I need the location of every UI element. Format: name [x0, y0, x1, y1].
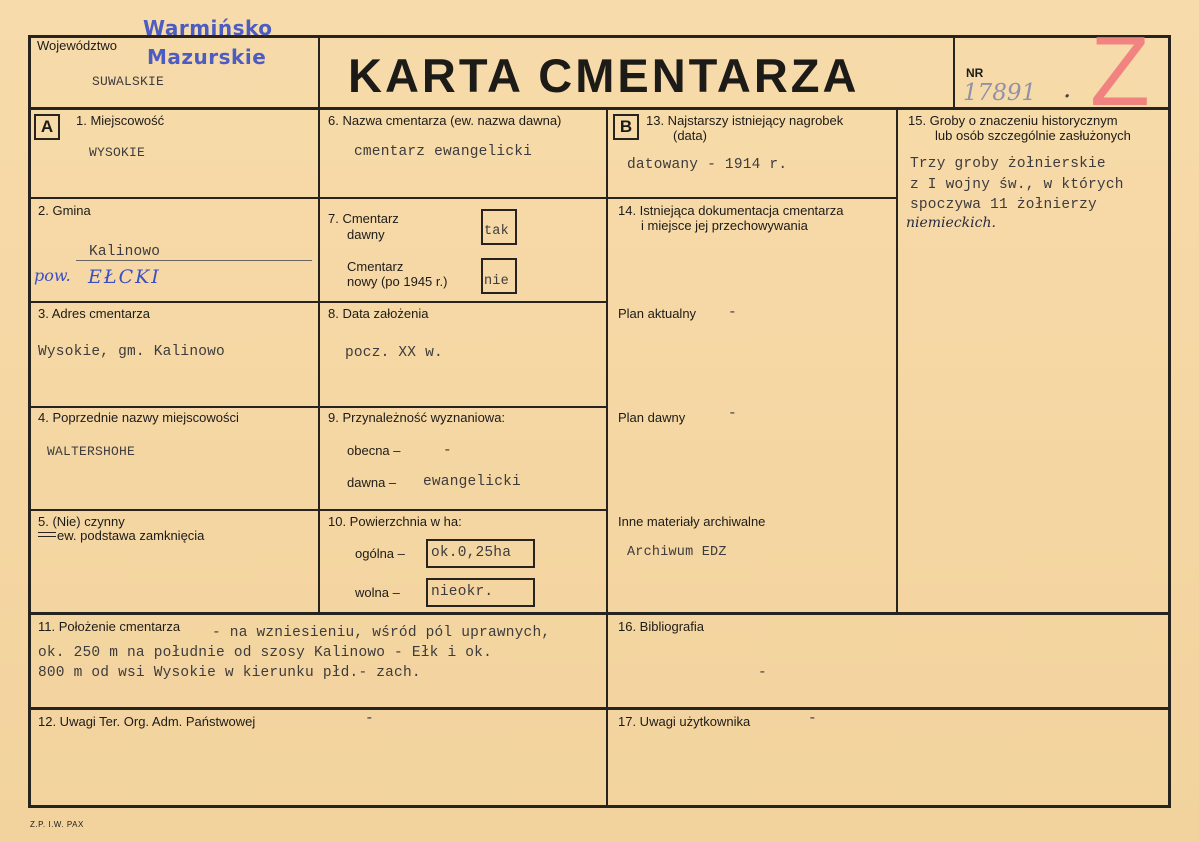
- field-16-value: -: [758, 665, 767, 681]
- col-divider-a: [318, 108, 320, 612]
- field-6-value: cmentarz ewangelicki: [354, 144, 533, 160]
- field-9-former-label: dawna –: [347, 475, 397, 490]
- field-13-value: datowany - 1914 r.: [627, 157, 788, 173]
- field-10-total-value: ok.0,25ha: [431, 545, 512, 561]
- field-7b-label-line-2: nowy (po 1945 r.): [347, 274, 448, 289]
- field-2-underline: [76, 260, 312, 261]
- col-divider-c: [896, 108, 898, 612]
- plan-current-label: Plan aktualny: [618, 306, 697, 321]
- nr-mark: Z: [1090, 16, 1150, 126]
- col-divider-b: [606, 108, 608, 808]
- row-line-5: [28, 612, 1170, 615]
- field-10-label: 10. Powierzchnia w ha:: [328, 514, 462, 529]
- field-5-label-line-1: 5. (Nie) czynny: [38, 514, 125, 529]
- field-2-label: 2. Gmina: [38, 203, 91, 218]
- bottom-border: [28, 805, 1170, 808]
- field-6-label: 6. Nazwa cmentarza (ew. nazwa dawna): [328, 113, 562, 128]
- row-line-6: [28, 707, 1170, 710]
- field-8-label: 8. Data założenia: [328, 306, 429, 321]
- stamp-line-2: Mazurskie: [147, 45, 267, 69]
- field-15-line-3: spoczywa 11 żołnierzy: [910, 197, 1097, 213]
- plan-former-value: -: [728, 406, 737, 422]
- field-15-label-line-1: 15. Groby o znaczeniu historycznym: [908, 113, 1118, 128]
- field-5-strike-1: [38, 532, 56, 533]
- field-9-former-value: ewangelicki: [423, 474, 521, 490]
- field-16-label: 16. Bibliografia: [618, 619, 704, 634]
- plan-current-value: -: [728, 305, 737, 321]
- stamp-line-1: Warmińsko: [143, 16, 273, 40]
- field-4-value: WALTERSHOHE: [47, 444, 136, 459]
- field-1-label: 1. Miejscowość: [76, 113, 165, 128]
- field-15-line-1: Trzy groby żołnierskie: [910, 156, 1106, 172]
- plan-former-label: Plan dawny: [618, 410, 686, 425]
- printer-mark: Z.P. I.W. PAX: [30, 820, 84, 829]
- section-b-box: B: [613, 114, 639, 140]
- field-7b-label-line-1: Cmentarz: [347, 259, 404, 274]
- row-line-2-left: [28, 301, 608, 303]
- field-4-label: 4. Poprzednie nazwy miejscowości: [38, 410, 239, 425]
- field-10-free-value: nieokr.: [431, 584, 494, 600]
- field-13-label-line-2: (data): [673, 128, 707, 143]
- field-15-line-4: niemieckich.: [906, 215, 996, 231]
- field-7a-label-line-1: 7. Cmentarz: [328, 211, 399, 226]
- field-7b-value: nie: [484, 274, 509, 289]
- other-materials-label: Inne materiały archiwalne: [618, 514, 766, 529]
- field-5-strike-2: [38, 536, 56, 537]
- header-col-divider-2: [953, 35, 955, 110]
- field-11-line-2: ok. 250 m na południe od szosy Kalinowo - Ełk i ok.: [38, 645, 492, 661]
- voivodeship-label: Województwo: [37, 38, 117, 53]
- field-14-label-line-1: 14. Istniejąca dokumentacja cmentarza: [618, 203, 844, 218]
- field-1-value: WYSOKIE: [89, 145, 146, 160]
- field-2-value: Kalinowo: [89, 244, 161, 260]
- field-17-value: -: [808, 711, 817, 727]
- field-13-label-line-1: 13. Najstarszy istniejący nagrobek: [646, 113, 844, 128]
- field-10-free-label: wolna –: [355, 585, 400, 600]
- field-10-total-label: ogólna –: [355, 546, 405, 561]
- field-8-value: pocz. XX w.: [345, 345, 443, 361]
- field-15-label-line-2: lub osób szczególnie zasłużonych: [935, 128, 1131, 143]
- row-line-1-left: [28, 197, 896, 199]
- left-border: [28, 35, 31, 808]
- section-a-box: A: [34, 114, 60, 140]
- right-border: [1168, 35, 1171, 808]
- header-divider: [28, 107, 1170, 110]
- field-15-line-2: z I wojny św., w których: [910, 177, 1124, 193]
- field-2-pow-label: pow.: [34, 266, 71, 285]
- field-2-pow-value: EŁCKI: [88, 266, 161, 288]
- field-3-value: Wysokie, gm. Kalinowo: [38, 344, 225, 360]
- field-11-line-1: - na wzniesieniu, wśród pól uprawnych,: [212, 625, 551, 641]
- row-line-3-left: [28, 406, 608, 408]
- other-materials-value: Archiwum EDZ: [627, 545, 727, 560]
- nr-suffix: .: [1063, 74, 1072, 104]
- field-11-label: 11. Położenie cmentarza: [38, 619, 181, 634]
- field-9-label: 9. Przynależność wyznaniowa:: [328, 410, 506, 425]
- field-12-label: 12. Uwagi Ter. Org. Adm. Państwowej: [38, 714, 256, 729]
- voivodeship-value: SUWALSKIE: [92, 74, 165, 89]
- field-7a-value: tak: [484, 224, 509, 239]
- page-title: KARTA CMENTARZA: [348, 49, 860, 102]
- nr-label: NR: [966, 66, 984, 80]
- field-5-label-line-2: ew. podstawa zamknięcia: [57, 528, 205, 543]
- field-12-value: -: [365, 711, 374, 727]
- field-14-label-line-2: i miejsce jej przechowywania: [641, 218, 808, 233]
- field-17-label: 17. Uwagi użytkownika: [618, 714, 751, 729]
- field-9-current-label: obecna –: [347, 443, 401, 458]
- field-3-label: 3. Adres cmentarza: [38, 306, 150, 321]
- field-7a-label-line-2: dawny: [347, 227, 385, 242]
- nr-value: 17891: [963, 80, 1037, 106]
- row-line-4-left: [28, 509, 608, 511]
- header-col-divider-1: [318, 35, 320, 110]
- field-11-line-3: 800 m od wsi Wysokie w kierunku płd.- zach.: [38, 665, 421, 681]
- field-9-current-value: -: [443, 443, 452, 459]
